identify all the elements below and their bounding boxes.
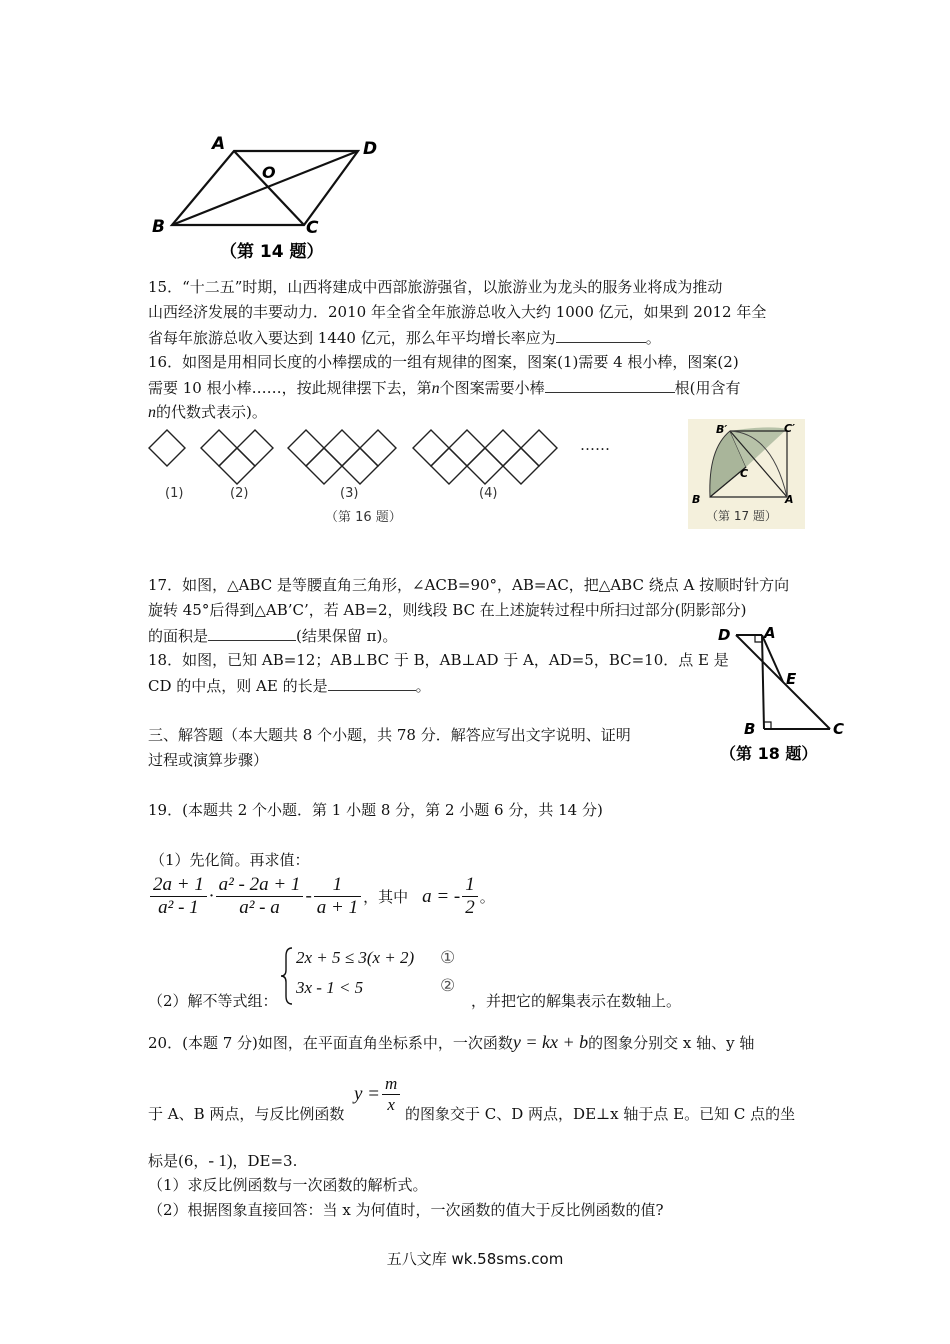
stick-pattern-diagram <box>140 422 640 534</box>
label-b-prime: B′ <box>716 423 728 436</box>
q20-sub2: （2）根据图象直接回答：当 x 为何值时，一次函数的值大于反比例函数的值? <box>148 1201 664 1219</box>
parallelogram-diagram <box>148 130 388 265</box>
linear-function: y = kx + b <box>512 1032 589 1052</box>
q16-n: n <box>431 380 440 397</box>
q15-line3 <box>148 326 661 349</box>
label-d-18: D <box>718 626 731 644</box>
pattern-label-2: (2) <box>230 486 249 501</box>
figure-16 <box>140 422 640 534</box>
trapezoid-diagram <box>712 622 852 770</box>
q18-line2-text: CD 的中点，则 AE 的长是 <box>148 677 328 695</box>
mark-2: ② <box>440 976 456 996</box>
neg-one: - 1) <box>208 1151 233 1170</box>
pattern-ellipsis: …… <box>580 436 610 454</box>
figure-18-caption: （第 18 题） <box>720 744 818 763</box>
q18-line1: 18．如图，已知 AB=12；AB⊥BC 于 B，AB⊥AD 于 A，AD=5，BC=10．点 E 是 <box>148 651 729 669</box>
q17-answer-blank[interactable] <box>208 624 296 641</box>
q16-answer-blank[interactable] <box>545 376 675 393</box>
label-b: B <box>152 217 165 237</box>
q19-part2-tail: ，并把它的解集表示在数轴上。 <box>471 992 682 1010</box>
q19-expression <box>148 874 495 930</box>
q20-line1-text: 20．(本题 7 分)如图，在平面直角坐标系中，一次函数 <box>148 1034 513 1052</box>
q20-line3 <box>148 1150 297 1172</box>
q16-line3 <box>148 401 267 424</box>
dot-op: · <box>208 885 214 907</box>
figure-18 <box>712 622 852 770</box>
label-a: A <box>212 134 226 154</box>
q18-answer-blank[interactable] <box>328 674 416 691</box>
label-a-18: A <box>764 624 776 642</box>
label-a-17: A <box>785 493 794 506</box>
q15-answer-blank[interactable] <box>556 326 646 343</box>
q15-line2: 山西经济发展的丰要动力．2010 年全省全年旅游总收入大约 1000 亿元，如果到 2012 年全 <box>148 303 767 321</box>
m-over-x: $\frac{m}{x}$ <box>382 1074 400 1115</box>
a-equals: a = - <box>422 885 461 907</box>
label-e-18: E <box>786 670 797 688</box>
brace-icon <box>280 946 294 1006</box>
fraction-3: $\frac{1}{a + 1}$ <box>314 874 361 919</box>
q16-line2-mid: 个图案需要小棒 <box>439 379 545 397</box>
q17-line1: 17．如图，△ABC 是等腰直角三角形，∠ACB=90°，AB=AC，把△ABC 绕点 A 按顺时针方向 <box>148 576 790 594</box>
q20-line2-end: 的图象交于 C、D 两点，DE⊥x 轴于点 E。已知 C 点的坐 <box>405 1105 796 1123</box>
q20-line1-end: 的图象分别交 x 轴、y 轴 <box>588 1034 755 1052</box>
section3-line1: 三、解答题（本大题共 8 个小题，共 78 分．解答应写出文字说明、证明 <box>148 726 631 744</box>
figure-14 <box>148 130 388 265</box>
q16-line1: 16．如图是用相同长度的小棒摆成的一组有规律的图案，图案(1)需要 4 根小棒，图案(2) <box>148 353 739 371</box>
label-d: D <box>363 139 378 159</box>
q17-line3 <box>148 624 397 647</box>
y-equals: y = <box>354 1083 381 1105</box>
q17-line3-text: 的面积是 <box>148 627 209 645</box>
q15-line3-text: 省每年旅游总收入要达到 1440 亿元，那么年平均增长率应为 <box>148 329 556 347</box>
q19-part2-label: （2）解不等式组： <box>148 992 278 1010</box>
figure-16-caption: （第 16 题） <box>325 510 402 525</box>
q20-line2-start: 于 A、B 两点，与反比例函数 <box>148 1105 345 1123</box>
q18-line2-end: 。 <box>415 677 431 695</box>
where-text: ，其中 <box>363 888 409 906</box>
pattern-label-4: (4) <box>479 486 498 501</box>
label-b-17: B <box>692 493 701 506</box>
fraction-2: $\frac{\text{a² - 2a + 1}}{\text{a² - a}}$ <box>216 874 304 919</box>
fraction-1: $\frac{2a + 1}{\text{a² - 1}}$ <box>150 874 207 919</box>
footer-watermark: 五八文库 wk.58sms.com <box>386 1250 564 1268</box>
figure-14-caption: （第 14 题） <box>220 242 324 262</box>
q16-n-2: n <box>148 404 156 421</box>
q16-line3-text: 的代数式表示)。 <box>156 403 267 421</box>
mark-1: ① <box>440 948 456 968</box>
q15-line3-end: 。 <box>645 329 661 347</box>
q17-line3-end: (结果保留 π)。 <box>296 627 398 645</box>
rotation-diagram <box>688 419 805 529</box>
section3-line2: 过程或演算步骤） <box>148 751 269 769</box>
q20-line1 <box>148 1031 754 1054</box>
pattern-label-1: (1) <box>165 486 184 501</box>
label-c: C <box>306 218 319 238</box>
q20-sub1: （1）求反比例函数与一次函数的解析式。 <box>148 1176 428 1194</box>
q16-line2-end: 根(用含有 <box>674 379 741 397</box>
q19-header: 19．(本题共 2 个小题．第 1 小题 8 分，第 2 小题 6 分，共 14 分) <box>148 801 603 819</box>
label-c-17: C <box>740 467 749 480</box>
q19-part1-label: （1）先化简。再求值： <box>150 851 310 869</box>
minus-op: - <box>305 885 312 907</box>
pattern-label-3: (3) <box>340 486 359 501</box>
inequality-1: 2x + 5 ≤ 3(x + 2) <box>296 948 415 967</box>
label-b-18: B <box>744 720 756 738</box>
q17-line2: 旋转 45°后得到△AB’C’，若 AB=2，则线段 BC 在上述旋转过程中所扫过部分(阴影部分) <box>148 601 747 619</box>
inequality-system <box>280 946 470 1008</box>
q16-line2-text: 需要 10 根小棒……，按此规律摆下去，第 <box>148 379 432 397</box>
q16-line2 <box>148 376 741 400</box>
fraction-value: $\frac{1}{2}$ <box>462 874 478 919</box>
label-c-18: C <box>833 720 845 738</box>
q15-line1: 15．“十二五”时期，山西将建成中西部旅游强省，以旅游业为龙头的服务业将成为推动 <box>148 278 723 296</box>
expr-end: 。 <box>479 888 495 906</box>
inequality-2: 3x - 1 < 5 <box>296 978 364 997</box>
label-c-prime: C′ <box>784 422 795 435</box>
figure-17 <box>688 419 805 529</box>
label-o: O <box>262 163 276 182</box>
q20-line3-end: ，DE=3. <box>232 1152 298 1170</box>
figure-17-caption: （第 17 题） <box>706 509 777 523</box>
q18-line2 <box>148 674 431 697</box>
q20-line3-text: 标是(6， <box>148 1152 209 1170</box>
inverse-function <box>354 1074 402 1115</box>
